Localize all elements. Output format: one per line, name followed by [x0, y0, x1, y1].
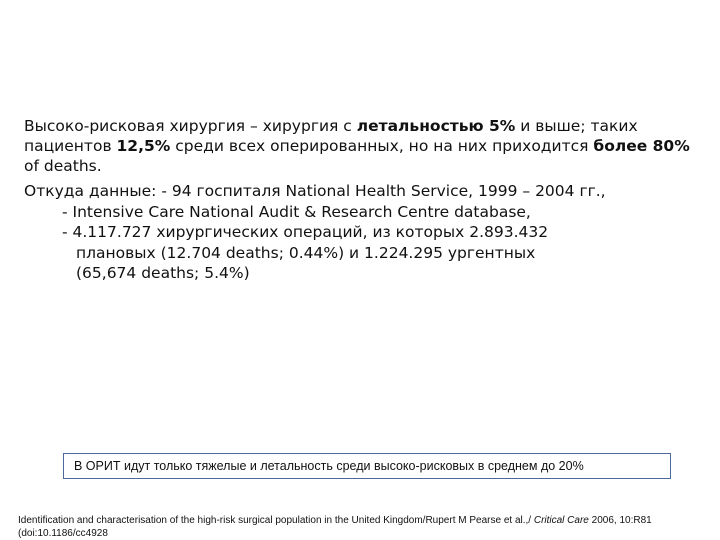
- sources-first-line: [24, 181, 692, 202]
- sources-label: Откуда данные:: [24, 182, 162, 200]
- icu-note-box: В ОРИТ идут только тяжелые и летальность среди высоко-рисковых в среднем до 20%: [63, 453, 671, 479]
- intro-patients-share-highlight: 12,5%: [116, 137, 171, 155]
- source-item-operations: - 4.117.727 хирургических операций, из которых 2.893.432: [62, 223, 549, 241]
- citation-text-2: 2006, 10:R81 (doi:10.1186/cc4928: [18, 515, 652, 539]
- source-item-operations-cont-1: плановых (12.704 deaths; 0.44%) и 1.224.295 ургентных: [76, 243, 536, 262]
- intro-deaths-share-highlight: более 80%: [593, 137, 690, 155]
- source-item-operations-cont-2: (65,674 deaths; 5.4%): [76, 264, 250, 282]
- sources-paragraph: [24, 181, 692, 284]
- citation-journal: Critical Care: [533, 515, 589, 526]
- citation-text-1: Identification and characterisation of the high-risk surgical population in the United Kingdom/Rupert M Pearse et al.,/: [18, 515, 534, 526]
- intro-mortality-highlight: летальностью 5%: [356, 117, 516, 135]
- source-item-hospitals: - 94 госпиталя National Health Service, 1999 – 2004 гг.,: [161, 182, 606, 200]
- intro-text-4: of deaths.: [24, 157, 102, 175]
- intro-text-3: среди всех оперированных, но на них приходится: [170, 137, 594, 155]
- source-item-database: - Intensive Care National Audit & Research Centre database,: [62, 202, 531, 221]
- intro-paragraph: [24, 116, 692, 176]
- citation: [18, 514, 714, 540]
- intro-text-2: и выше; таких пациентов: [24, 117, 638, 155]
- intro-text-1: Высоко-рисковая хирургия – хирургия с: [24, 117, 357, 135]
